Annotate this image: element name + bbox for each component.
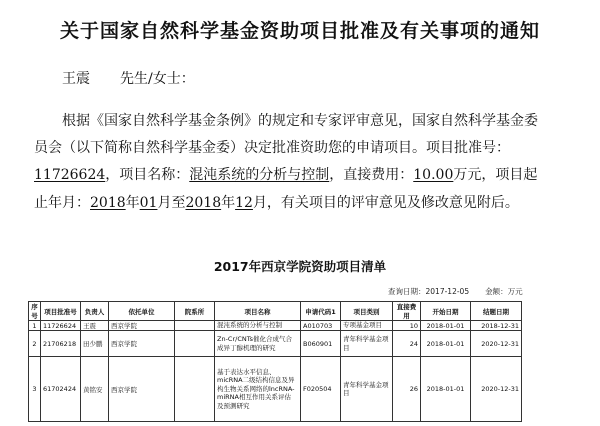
- query-date: 查询日期：2017-12-05: [388, 287, 470, 296]
- table-row: [29, 357, 522, 422]
- notice-line-4: [34, 192, 519, 212]
- header-unit: 依托单位: [109, 302, 175, 321]
- end-year: 2018: [185, 195, 222, 211]
- cell-end: 2018-12-31: [471, 321, 522, 331]
- cell-start: 2018-01-01: [421, 331, 471, 357]
- start-year: 2018: [90, 195, 126, 211]
- notice-line-2: 员会（以下简称自然科学基金委）决定批准资助您的申请项目。项目批准号：: [34, 140, 510, 156]
- cell-pi: 王震: [81, 321, 109, 331]
- label-period: 止年月：: [34, 195, 90, 211]
- cell-approval: 61702424: [41, 357, 81, 422]
- cell-cost: 26: [393, 357, 421, 422]
- cell-start: 2018-01-01: [421, 357, 471, 422]
- header-name: 项目名称: [215, 302, 301, 321]
- cell-name: Zn-Cr/CNTs催化合成气合 成异丁醇机理的研究: [215, 331, 301, 357]
- cell-cost: 10: [393, 321, 421, 331]
- recipient-name: 王震: [62, 71, 90, 87]
- cell-type: 青年科学基金项 目: [341, 331, 393, 357]
- header-end: 结题日期: [471, 302, 522, 321]
- approval-number: 11726624: [34, 167, 106, 183]
- header-approval: 项目批准号: [41, 302, 81, 321]
- header-dept: 院系所: [175, 302, 215, 321]
- cell-name: 基于表达水平信息、 micRNA二级结构信息及异 构生物关系网络的lncRNA- miRNA相互作用关系评估 及预测研究: [215, 357, 301, 422]
- cell-no: 2: [29, 331, 41, 357]
- label-start: 万元，项目起: [453, 167, 538, 183]
- cell-dept: [175, 331, 215, 357]
- project-table: [28, 301, 522, 422]
- direct-cost: 10.00: [413, 167, 454, 183]
- header-start: 开始日期: [421, 302, 471, 321]
- cell-unit: 西京学院: [109, 321, 175, 331]
- cell-pi: 黄铭安: [81, 357, 109, 422]
- cell-unit: 西京学院: [109, 357, 175, 422]
- end-month: 12: [235, 195, 253, 211]
- label-year-1: 年: [125, 195, 140, 211]
- cell-type: 专项基金项目: [341, 321, 393, 331]
- cell-approval: 11726624: [41, 321, 81, 331]
- label-project-name: ，项目名称：: [105, 167, 190, 183]
- cell-unit: 西京学院: [109, 331, 175, 357]
- notice-line-1: 根据《国家自然科学基金条例》的规定和专家评审意见，国家自然科学基金委: [62, 113, 538, 129]
- recipient-title: 先生/女士：: [120, 71, 195, 87]
- cell-code: F020504: [301, 357, 341, 422]
- cell-approval: 21706218: [41, 331, 81, 357]
- list-title: 2017年西京学院资助项目清单: [213, 259, 387, 274]
- cell-type: 青年科学基金项 目: [341, 357, 393, 422]
- header-type: 项目类别: [341, 302, 393, 321]
- cell-code: A010703: [301, 321, 341, 331]
- table-header-row: [29, 302, 522, 321]
- cell-no: 1: [29, 321, 41, 331]
- start-month: 01: [139, 195, 158, 211]
- list-meta: [388, 286, 523, 297]
- label-month-to: 月至: [157, 195, 186, 211]
- salutation: [62, 68, 195, 88]
- cell-no: 3: [29, 357, 41, 422]
- header-cost: 直接费用: [393, 302, 421, 321]
- cell-dept: [175, 357, 215, 422]
- cell-end: 2020-12-31: [471, 357, 522, 422]
- table-row: [29, 321, 522, 331]
- cell-pi: 田少鹏: [81, 331, 109, 357]
- cell-cost: 24: [393, 331, 421, 357]
- label-tail: 月，有关项目的评审意见及修改意见附后。: [252, 195, 519, 211]
- label-year-2: 年: [221, 195, 236, 211]
- cell-end: 2020-12-31: [471, 331, 522, 357]
- notice-line-3: [34, 164, 537, 184]
- label-direct-cost: ，直接费用：: [329, 167, 414, 183]
- cell-code: B060901: [301, 331, 341, 357]
- cell-name: 混沌系统的分析与控制: [215, 321, 301, 331]
- notice-title: 关于国家自然科学基金资助项目批准及有关事项的通知: [59, 20, 540, 42]
- table-row: [29, 331, 522, 357]
- header-code: 申请代码1: [301, 302, 341, 321]
- cell-start: 2018-01-01: [421, 321, 471, 331]
- cell-dept: [175, 321, 215, 331]
- unit-label: 金额：万元: [485, 287, 523, 296]
- header-pi: 负责人: [81, 302, 109, 321]
- project-name: 混沌系统的分析与控制: [189, 167, 330, 183]
- header-no: 序号: [29, 302, 41, 321]
